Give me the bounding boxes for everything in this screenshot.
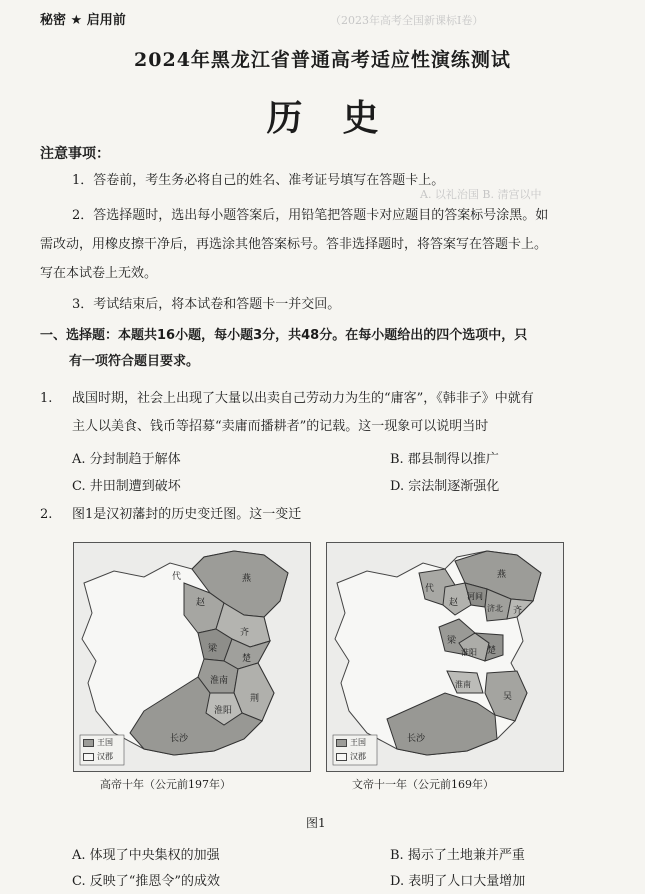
q2-option-d: D. 表明了人口大量增加 [390, 874, 526, 889]
map-label: 楚 [242, 654, 252, 664]
map-right-caption: 文帝十一年（公元前169年） [352, 778, 494, 791]
bleed-through-text: （2023年高考全国新课标I卷） [330, 14, 484, 27]
q2-option-a: A. 体现了中央集权的加强 [72, 848, 220, 863]
map-label: 长沙 [407, 734, 426, 744]
map-label: 赵 [449, 598, 459, 608]
q2-number: 2. [40, 507, 53, 522]
kingdom-swatch [83, 739, 94, 747]
map-left-legend-kingdom [83, 737, 113, 748]
map-left-caption: 高帝十年（公元前197年） [100, 778, 231, 791]
exam-title: 2024年黑龙江省普通高考适应性演练测试 [134, 49, 511, 71]
q1-option-c: C. 井田制遭到破坏 [72, 479, 181, 494]
map-label: 荆 [250, 694, 260, 704]
map-right [326, 542, 564, 772]
map-right-legend-kingdom [336, 737, 366, 748]
q2-option-c: C. 反映了“推恩令”的成效 [72, 874, 221, 889]
section-1-heading-line-1: 一、选择题：本题共16小题，每小题3分，共48分。在每小题给出的四个选项中，只 [40, 328, 528, 343]
legend-text: 王国 [97, 738, 113, 747]
q1-option-b: B. 郡县制得以推广 [390, 452, 499, 467]
map-label: 齐 [240, 628, 250, 638]
legend-text: 王国 [350, 738, 366, 747]
map-label: 梁 [447, 636, 457, 646]
map-label: 梁 [208, 644, 218, 654]
legend-text: 汉郡 [350, 752, 366, 761]
notice-item-2-line-3: 写在本试卷上无效。 [40, 266, 158, 281]
map-label: 河间 [467, 592, 483, 601]
map-label: 代 [172, 572, 182, 582]
commandery-swatch [83, 753, 94, 761]
map-right-legend-commandery [336, 751, 366, 762]
map-label: 济北 [487, 604, 503, 613]
map-label: 齐 [513, 606, 523, 616]
notice-item-2-line-2: 需改动，用橡皮擦干净后，再选涂其他答案标号。答非选择题时，将答案写在答题卡上。 [40, 237, 548, 252]
notice-item-3: 3．考试结束后，将本试卷和答题卡一并交回。 [72, 297, 341, 312]
map-label: 吴 [503, 692, 513, 702]
map-left [73, 542, 311, 772]
q2-option-b: B. 揭示了土地兼并严重 [390, 848, 525, 863]
map-label: 淮南 [210, 676, 229, 686]
kingdom-swatch [336, 739, 347, 747]
map-left-legend-commandery [83, 751, 113, 762]
notice-item-2-line-1: 2．答选择题时，选出每小题答案后，用铅笔把答题卡对应题目的答案标号涂黑。如 [72, 208, 549, 223]
map-label: 淮阳 [461, 648, 477, 657]
q1-stem-line-1: 战国时期，社会上出现了大量以出卖自己劳动力为生的“庸客”，《韩非子》中就有 [72, 391, 534, 406]
map-label: 燕 [497, 570, 507, 580]
commandery-swatch [336, 753, 347, 761]
legend-text: 汉郡 [97, 752, 113, 761]
notice-item-1: 1．答卷前，考生务必将自己的姓名、准考证号填写在答题卡上。 [72, 173, 445, 188]
q1-stem-line-2: 主人以美食、钱币等招募“卖庸而播耕者”的记载。这一现象可以说明当时 [72, 419, 489, 434]
map-label: 赵 [196, 598, 206, 608]
section-1-heading-line-2: 有一项符合题目要求。 [69, 354, 200, 369]
map-label: 燕 [242, 574, 252, 584]
subject-title: 历史 [266, 97, 419, 139]
figure-label: 图1 [306, 816, 326, 830]
notice-heading: 注意事项： [40, 146, 110, 162]
bleed-through-text-2: A. 以礼治国 B. 清宫以中 [420, 188, 542, 201]
map-label: 楚 [487, 646, 497, 656]
map-label: 淮南 [455, 680, 471, 689]
map-label: 长沙 [170, 734, 189, 744]
q1-option-d: D. 宗法制逐渐强化 [390, 479, 500, 494]
secret-mark: 秘密 ★ 启用前 [40, 13, 126, 28]
map-label: 代 [425, 584, 435, 594]
q1-number: 1. [40, 391, 53, 406]
map-label: 淮阳 [214, 706, 233, 716]
q2-stem: 图1是汉初藩封的历史变迁图。这一变迁 [72, 507, 302, 522]
q1-option-a: A. 分封制趋于解体 [72, 452, 181, 467]
